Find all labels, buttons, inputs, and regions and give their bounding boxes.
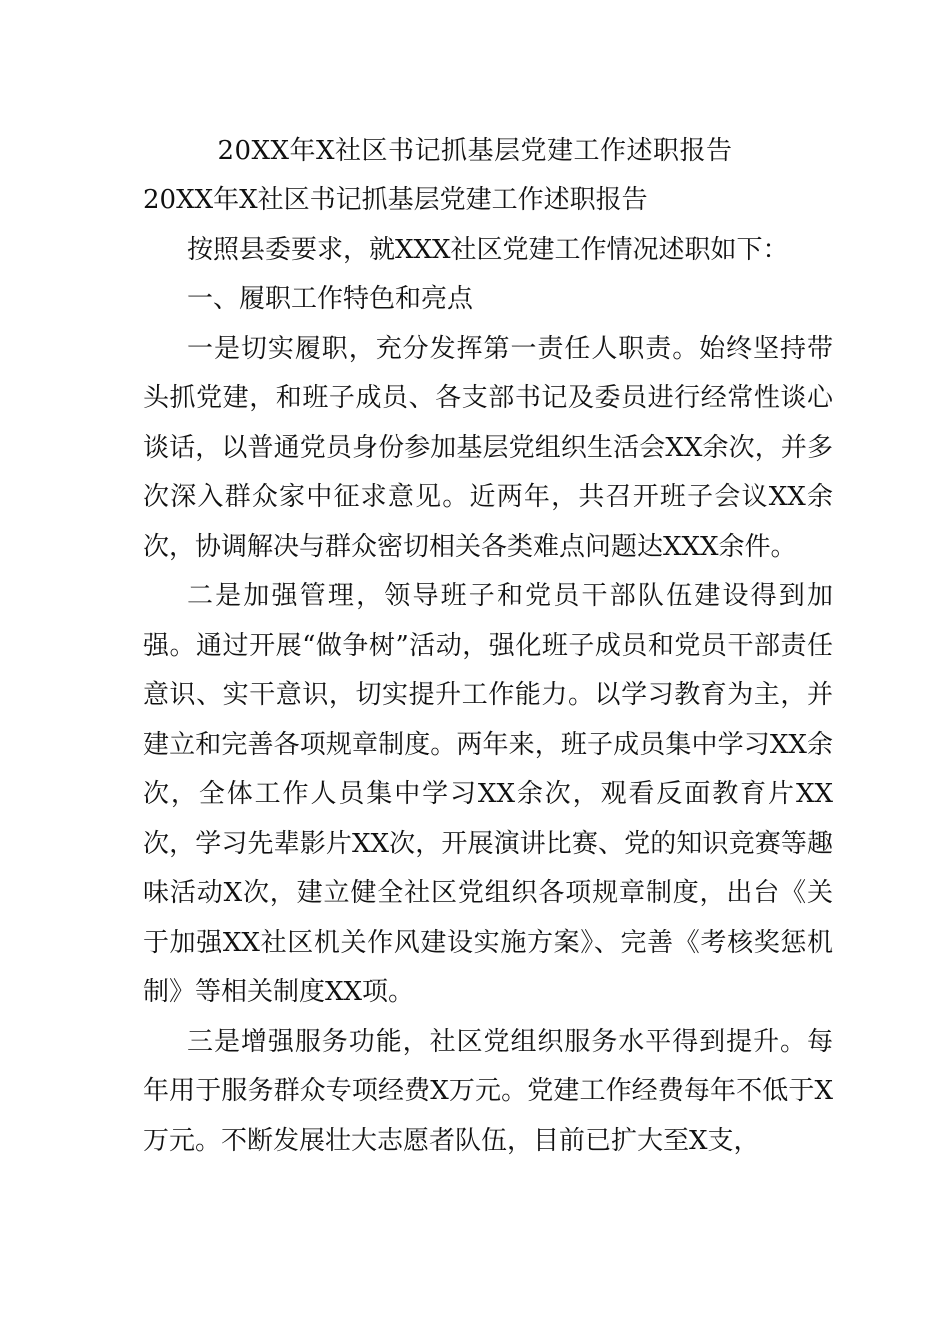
section-heading: 一、履职工作特色和亮点 [187, 284, 474, 314]
document-body [143, 176, 833, 1166]
intro-paragraph: 按照县委要求，就XXX社区党建工作情况述职如下： [187, 234, 789, 265]
document-subtitle: 20XX年X社区书记抓基层党建工作述职报告 [143, 185, 648, 215]
paragraph-2: 二是加强管理，领导班子和党员干部队伍建设得到加强。通过开展“做争树”活动，强化班子成员和党员干部责任意识、实干意识，切实提升工作能力。以学习教育为主，并建立和完善各项规章制度。两年来，班子成员集中学习XX余次，全体工作人员集中学习XX余次，观看反面教育片XX次，学习先辈影片XX次，开展演讲比赛、党的知识竞赛等趣味活动X次，建立健全社区党组织各项规章制度，出台《关于加强XX社区机关作风建设实施方案》、完善《考核奖惩机制》等相关制度XX项。 [143, 581, 833, 1007]
paragraph-3: 三是增强服务功能，社区党组织服务水平得到提升。每年用于服务群众专项经费X万元。党建工作经费每年不低于X万元。不断发展壮大志愿者队伍，目前已扩大至X支， [143, 1026, 833, 1156]
document-title: 20XX年X社区书记抓基层党建工作述职报告 [217, 136, 733, 166]
paragraph-1: 一是切实履职，充分发挥第一责任人职责。始终坚持带头抓党建，和班子成员、各支部书记及委员进行经常性谈心谈话，以普通党员身份参加基层党组织生活会XX余次，并多次深入群众家中征求意见。近两年，共召开班子会议XX余次，协调解决与群众密切相关各类难点问题达XXX余件。 [143, 333, 833, 562]
